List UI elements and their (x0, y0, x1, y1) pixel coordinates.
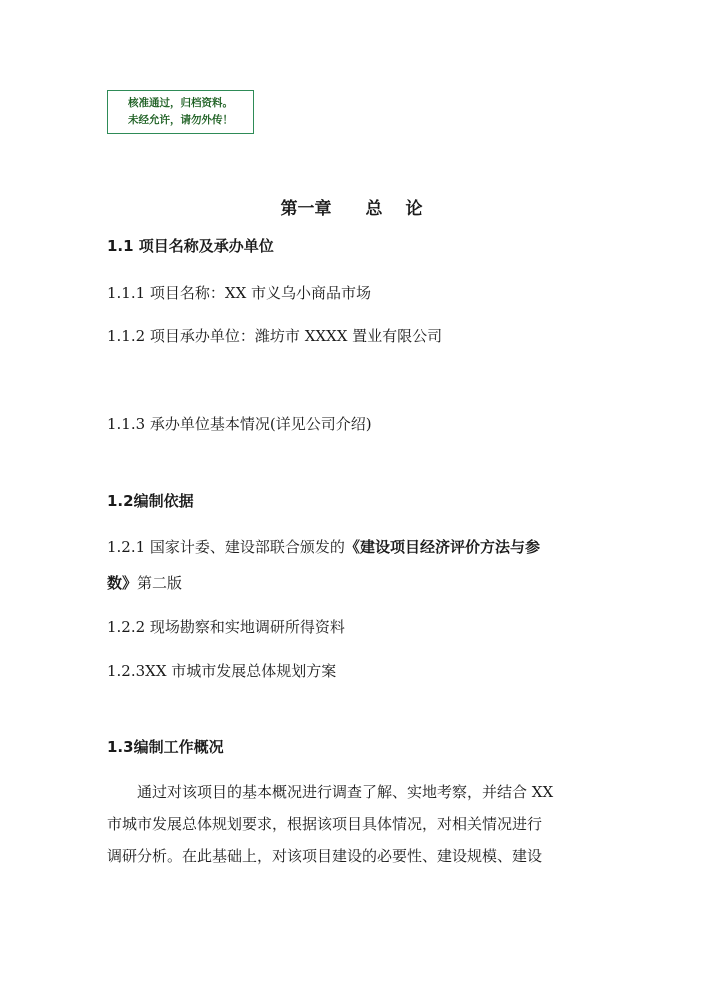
section-1-2-1-prefix: 1.2.1 国家计委、建设部联合颁发的 (107, 538, 345, 556)
section-1-3-heading: 1.3编制工作概况 (107, 738, 224, 756)
chapter-title: 第一章 总 论 (280, 199, 423, 219)
paragraph-line-2: 市城市发展总体规划要求，根据该项目具体情况，对相关情况进行 (107, 815, 543, 833)
section-1-2-1-suffix: 第二版 (137, 574, 183, 592)
section-1-2-3: 1.2.3XX 市城市发展总体规划方案 (107, 662, 337, 680)
section-1-2-heading: 1.2编制依据 (107, 492, 194, 510)
section-1-1-3: 1.1.3 承办单位基本情况(详见公司介绍) (107, 415, 372, 433)
section-1-2-1-line-1 (107, 537, 540, 557)
section-1-2-1-book-title-b: 数》 (107, 574, 138, 592)
paragraph-line-3: 调研分析。在此基础上，对该项目建设的必要性、建设规模、建设 (107, 847, 543, 865)
section-1-2-2: 1.2.2 现场勘察和实地调研所得资料 (107, 618, 345, 636)
paragraph-line-1: 通过对该项目的基本概况进行调查了解、实地考察，并结合 XX (107, 783, 554, 801)
section-1-2-1-book-title-a: 《建设项目经济评价方法与参 (344, 538, 540, 556)
approval-stamp (107, 90, 254, 134)
section-1-1-heading: 1.1 项目名称及承办单位 (107, 237, 274, 255)
section-1-1-2: 1.1.2 项目承办单位：潍坊市 XXXX 置业有限公司 (107, 327, 443, 345)
stamp-line-2: 未经允许，请勿外传！ (128, 114, 233, 126)
section-1-3-paragraph (107, 776, 589, 872)
stamp-line-1: 核准通过，归档资料。 (128, 97, 233, 109)
section-1-1-1: 1.1.1 项目名称：XX 市义乌小商品市场 (107, 284, 372, 302)
section-1-2-1-line-2 (107, 573, 182, 593)
